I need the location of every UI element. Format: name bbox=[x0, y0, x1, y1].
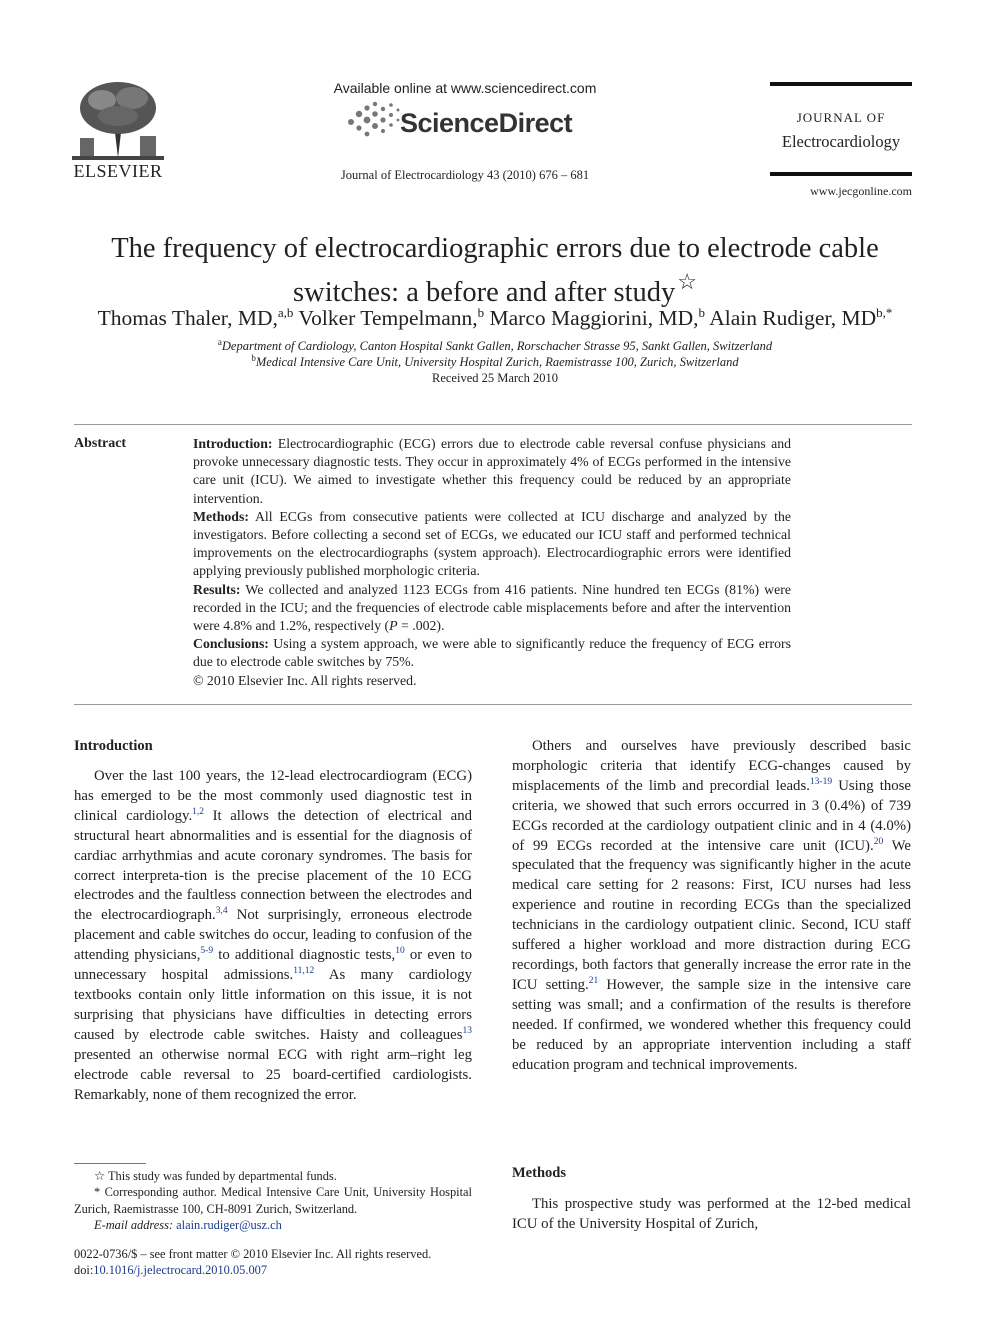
journal-reference: Journal of Electrocardiology 43 (2010) 676 – 681 bbox=[340, 168, 590, 182]
author-name: Volker Tempelmann, bbox=[298, 306, 478, 330]
elsevier-wordmark: ELSEVIER bbox=[73, 161, 163, 181]
available-online-text: Available online at www.sciencedirect.com bbox=[333, 80, 597, 96]
sciencedirect-wordmark: ScienceDirect bbox=[400, 108, 573, 138]
abstract-conclusions-text: Using a system approach, we were able to significantly reduce the frequency of ECG errors due to electrode cable switches by 75%. bbox=[193, 636, 791, 670]
footnote-asterisk: * bbox=[94, 1185, 101, 1200]
introduction-paragraph-2 bbox=[512, 737, 911, 1075]
body-text: Others and ourselves have previously described basic morphologic criteria that identify ECG-changes caused by misplacements of the limb and precordial leads. bbox=[512, 738, 911, 794]
affiliation-a bbox=[60, 337, 930, 354]
body-text: As many cardiology textbooks contain only little information on this issue, it is not surprising that physicians have difficulties in detecting errors caused by electrode cable switches. Haisty and colleagues bbox=[74, 967, 472, 1043]
citation-ref[interactable]: 5-9 bbox=[200, 946, 214, 957]
sciencedirect-dots-icon bbox=[345, 100, 405, 144]
body-text: Using those criteria, we showed that such errors occurred in 3 (0.4%) of 739 ECGs recorded at the cardiology outpatient clinic and in 4 (4.0%) of 99 ECGs recorded at the intensive care unit (ICU). bbox=[512, 777, 911, 854]
abstract-body bbox=[193, 435, 791, 690]
citation-ref[interactable]: 13-19 bbox=[809, 776, 833, 787]
title-line2: switches: a before and after study bbox=[293, 277, 676, 308]
citation-ref[interactable]: 20 bbox=[873, 836, 884, 847]
citation-ref[interactable]: 13 bbox=[462, 1025, 472, 1036]
body-text: to additional diagnostic tests, bbox=[213, 947, 396, 964]
article-title bbox=[60, 232, 930, 309]
sciencedirect-logo bbox=[345, 100, 605, 148]
issn-line: 0022-0736/$ – see front matter © 2010 Elsevier Inc. All rights reserved. bbox=[74, 1247, 432, 1261]
title-line1: The frequency of electrocardiographic errors due to electrode cable bbox=[111, 233, 879, 264]
body-text: This prospective study was performed at the 12-bed medical ICU of the University Hospital of Zurich, bbox=[512, 1196, 911, 1232]
abstract-results-label: Results: bbox=[193, 581, 241, 597]
methods-paragraph-1 bbox=[512, 1195, 911, 1235]
author-affiliation-mark[interactable]: b,* bbox=[876, 305, 893, 320]
journal-box-top-rule bbox=[770, 82, 912, 86]
affiliation-mark: b bbox=[251, 353, 256, 363]
funding-note: This study was funded by departmental funds. bbox=[107, 1169, 337, 1183]
author-affiliation-mark[interactable]: b bbox=[477, 305, 485, 320]
author-name: Marco Maggiorini, MD, bbox=[489, 306, 699, 330]
methods-heading: Methods bbox=[512, 1165, 566, 1181]
citation-ref[interactable]: 10 bbox=[395, 946, 405, 957]
author-list bbox=[60, 305, 930, 331]
abstract-p-symbol: P bbox=[389, 618, 398, 634]
front-matter-info bbox=[74, 1246, 494, 1279]
journal-name-line1: JOURNAL OF bbox=[796, 110, 886, 125]
citation-ref[interactable]: 11,12 bbox=[293, 966, 315, 977]
abstract-methods-label: Methods: bbox=[193, 508, 249, 524]
journal-box-bottom-rule bbox=[770, 172, 912, 176]
citation-ref[interactable]: 3,4 bbox=[215, 906, 228, 917]
affiliation-text: Medical Intensive Care Unit, University Hospital Zurich, Raemistrasse 100, Zurich, Switzerland bbox=[255, 355, 739, 369]
journal-name-line2: Electrocardiology bbox=[781, 132, 901, 151]
title-footnote-star[interactable]: ☆ bbox=[677, 269, 697, 294]
body-text: It allows the detection of electrical and structural heart abnormalities and is essential for the diagnosis of cardiac arrhythmias and acute coronary syndromes. The basis for correct interpreta-tion is the precise placement of the 10 ECG electrodes and the faultless connection between the electrodes and the electrocardiograph. bbox=[74, 807, 472, 924]
author-name: Alain Rudiger, MD bbox=[709, 306, 877, 330]
received-date: Received 25 March 2010 bbox=[431, 371, 558, 385]
abstract-results-text: We collected and analyzed 1123 ECGs from 416 patients. Nine hundred ten ECGs (81%) were recorded in the ICU; and the frequencies of electrode cable misplacements before and after the intervention were 4.8% and 1.2%, respectively ( bbox=[193, 581, 791, 634]
citation-ref[interactable]: 1,2 bbox=[192, 806, 205, 817]
abstract-label: Abstract bbox=[74, 436, 127, 451]
abstract-conclusions-label: Conclusions: bbox=[193, 636, 269, 652]
email-link[interactable]: alain.rudiger@usz.ch bbox=[176, 1218, 282, 1233]
author-affiliation-mark[interactable]: a,b bbox=[277, 305, 294, 320]
doi-link[interactable]: 10.1016/j.jelectrocard.2010.05.007 bbox=[93, 1263, 268, 1278]
citation-ref[interactable]: 21 bbox=[588, 975, 599, 986]
abstract-bottom-rule bbox=[74, 704, 912, 705]
body-text: Not surprisingly, erroneous electrode placement and cable switches do occur, leading to confusion of the attending physicians, bbox=[74, 907, 472, 964]
footnote-rule bbox=[74, 1163, 146, 1164]
body-text: or even to unnecessary hospital admissions. bbox=[74, 947, 473, 984]
affiliation-mark: a bbox=[217, 337, 222, 347]
introduction-heading: Introduction bbox=[74, 738, 153, 754]
body-text: Over the last 100 years, the 12-lead electrocardiogram (ECG) has emerged to be the most commonly used diagnostic test in clinical cardiology. bbox=[74, 768, 472, 824]
abstract-intro-text: Electrocardiographic (ECG) errors due to electrode cable reversal confuse physicians and provoke unnecessary diagnostic tests. They occur in approximately 4% of ECGs performed in the intensive care unit (ICU). We aimed to investigate whether this frequency could be reduced by an appropriate intervention. bbox=[193, 436, 791, 506]
body-text: We speculated that the frequency was significantly higher in the acute medical care setting for 2 reasons: First, ICU nurses had less experience and routine in recording ECGs than the specialized technicians in the cardiology outpatient clinic. Second, ICU staff suffered a higher workload and more distraction during ECG recordings, both factors that generally increase the error rate in the ICU setting. bbox=[512, 837, 912, 993]
email-label: E-mail address: bbox=[94, 1218, 174, 1233]
footnotes bbox=[74, 1168, 472, 1234]
abstract-intro-label: Introduction: bbox=[193, 436, 273, 451]
introduction-paragraph-1 bbox=[74, 767, 472, 1105]
abstract-top-rule bbox=[74, 424, 912, 425]
abstract-copyright: © 2010 Elsevier Inc. All rights reserved. bbox=[193, 672, 417, 688]
abstract-methods-text: All ECGs from consecutive patients were collected at ICU discharge and analyzed by the investigators. Before collecting a second set of ECGs, we educated our ICU staff and performed technical improvements on the electrocardiographs (system approach). Electrocardiographic errors were identified applying previously published morphologic criteria. bbox=[193, 508, 791, 579]
footnote-star: ☆ bbox=[94, 1169, 106, 1183]
journal-website[interactable]: www.jecgonline.com bbox=[810, 184, 912, 198]
body-text: However, the sample size in the intensive care setting was small; and a confirmation of the results is therefore needed. If confirmed, we wondered whether this frequency could be reduced by an appropriate intervention including a staff education program and technical improvements. bbox=[512, 976, 911, 1073]
corresponding-author-note: Corresponding author. Medical Intensive Care Unit, University Hospital Zurich, Raemistrasse 100, CH-8091 Zurich, Switzerland. bbox=[74, 1185, 472, 1216]
abstract-results-text-end: = .002). bbox=[397, 618, 445, 634]
body-text: presented an otherwise normal ECG with right arm–right leg electrode cable reversal to 25 board-certified cardiologists. Remarkably, none of them recognized the error. bbox=[74, 1046, 472, 1103]
doi-label: doi: bbox=[74, 1263, 94, 1278]
author-name: Thomas Thaler, MD, bbox=[97, 306, 278, 330]
elsevier-tree-icon bbox=[72, 78, 164, 160]
author-affiliation-mark[interactable]: b bbox=[698, 305, 705, 320]
affiliation-b bbox=[60, 353, 930, 370]
affiliation-text: Department of Cardiology, Canton Hospital Sankt Gallen, Rorschacher Strasse 95, Sankt Gallen, Switzerland bbox=[221, 339, 773, 353]
